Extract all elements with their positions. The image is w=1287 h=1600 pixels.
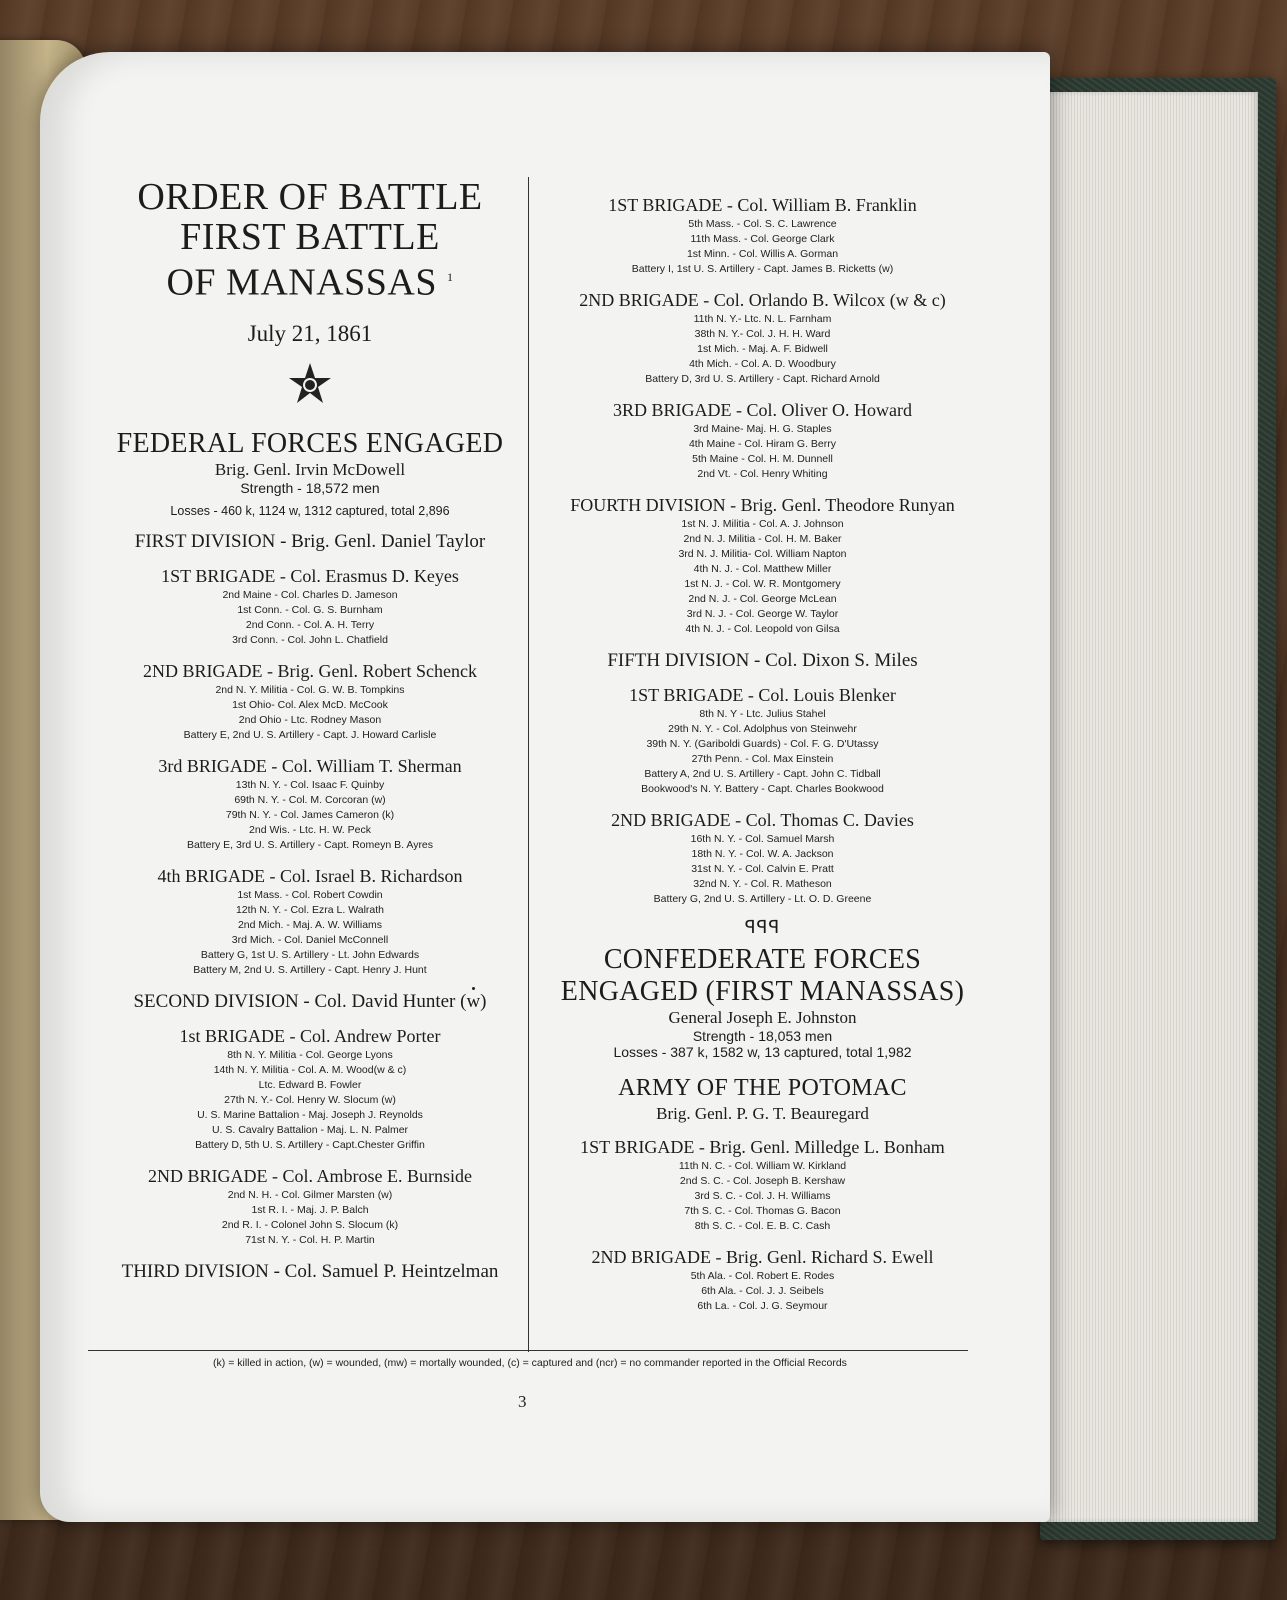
unit-entry: 79th N. Y. - Col. James Cameron (k) <box>225 808 395 821</box>
brigade-block <box>90 756 530 853</box>
brigade-heading: 2ND BRIGADE - Brig. Genl. Robert Schenck <box>143 660 477 681</box>
unit-entry: 27th Penn. - Col. Max Einstein <box>691 753 834 765</box>
division-heading: FIRST DIVISION - Brig. Genl. Daniel Taylor <box>134 530 486 552</box>
unit-entry: Battery D, 5th U. S. Artillery - Capt.Chester Griffin <box>195 1138 425 1151</box>
division-block <box>90 991 530 1013</box>
division-heading: FIFTH DIVISION - Col. Dixon S. Miles <box>607 650 918 671</box>
unit-entry: 1st N. J. - Col. W. R. Montgomery <box>684 578 841 590</box>
footnote-rule <box>88 1350 968 1351</box>
unit-list <box>90 1188 530 1248</box>
brigade-heading: 1ST BRIGADE - Col. Erasmus D. Keyes <box>161 565 459 586</box>
unit-entry: 2nd N. J. - Col. George McLean <box>688 593 837 605</box>
brigade-heading: 1ST BRIGADE - Brig. Genl. Milledge L. Bonham <box>580 1137 945 1157</box>
unit-entry: 2nd N. H. - Col. Gilmer Marsten (w) <box>227 1188 393 1201</box>
unit-entry: Battery G, 2nd U. S. Artillery - Lt. O. D. Greene <box>653 893 872 905</box>
unit-entry: 29th N. Y. - Col. Adolphus von Steinwehr <box>668 723 857 735</box>
brigade-heading: 1ST BRIGADE - Col. Louis Blenker <box>629 685 896 705</box>
unit-entry: 2nd R. I. - Colonel John S. Slocum (k) <box>221 1218 399 1231</box>
ornament: ꟼꟼꟼ <box>744 917 781 937</box>
unit-entry: 2nd S. C. - Col. Joseph B. Kershaw <box>679 1175 846 1187</box>
federal-strength: Strength - 18,572 men <box>240 479 380 496</box>
unit-entry: 8th S. C. - Col. E. B. C. Cash <box>694 1220 831 1232</box>
star-emblem-icon <box>288 361 332 405</box>
unit-list <box>540 422 985 482</box>
federal-losses: Losses - 460 k, 1124 w, 1312 captured, total 2,896 <box>170 503 450 518</box>
unit-entry: Battery I, 1st U. S. Artillery - Capt. James B. Ricketts (w) <box>631 263 894 275</box>
unit-entry: 3rd N. J. - Col. George W. Taylor <box>686 608 839 620</box>
unit-list <box>540 707 985 797</box>
division-block <box>540 650 985 672</box>
unit-entry: U. S. Marine Battalion - Maj. Joseph J. Reynolds <box>197 1108 423 1121</box>
unit-entry: 3rd Conn. - Col. John L. Chatfield <box>232 633 388 646</box>
unit-entry: 4th N. J. - Col. Matthew Miller <box>693 563 832 575</box>
brigade-heading: 2ND BRIGADE - Brig. Genl. Richard S. Ewell <box>591 1247 934 1267</box>
brigade-block <box>90 1166 530 1248</box>
confederate-heading-1: CONFEDERATE FORCES <box>603 944 922 975</box>
unit-entry: 71st N. Y. - Col. H. P. Martin <box>245 1233 375 1246</box>
unit-entry: 8th N. Y. Militia - Col. George Lyons <box>227 1048 393 1061</box>
unit-entry: 4th Mich. - Col. A. D. Woodbury <box>689 358 836 370</box>
unit-entry: Battery G, 1st U. S. Artillery - Lt. John Edwards <box>200 948 420 961</box>
title-line-1: ORDER OF BATTLE <box>137 176 483 218</box>
division-heading: SECOND DIVISION - Col. David Hunter (w) <box>133 990 487 1012</box>
unit-entry: 1st Conn. - Col. G. S. Burnham <box>237 603 383 616</box>
brigade-heading: 2ND BRIGADE - Col. Thomas C. Davies <box>611 810 914 830</box>
division-heading: FOURTH DIVISION - Brig. Genl. Theodore Runyan <box>570 495 955 515</box>
unit-list <box>90 683 530 743</box>
unit-entry: Battery A, 2nd U. S. Artillery - Capt. John C. Tidball <box>644 768 881 780</box>
brigade-block <box>540 290 985 387</box>
unit-list <box>90 888 530 978</box>
brigade-block <box>540 685 985 797</box>
unit-entry: Battery E, 2nd U. S. Artillery - Capt. J. Howard Carlisle <box>183 728 437 741</box>
title-line-2: FIRST BATTLE <box>180 216 440 258</box>
unit-list <box>540 1159 985 1234</box>
unit-entry: 6th La. - Col. J. G. Seymour <box>697 1300 828 1312</box>
unit-entry: Bookwood's N. Y. Battery - Capt. Charles Bookwood <box>641 783 884 795</box>
unit-list <box>540 312 985 387</box>
brigade-heading: 3rd BRIGADE - Col. William T. Sherman <box>158 755 462 776</box>
unit-entry: 13th N. Y. - Col. Isaac F. Quinby <box>235 778 385 791</box>
brigade-block <box>540 810 985 907</box>
brigade-heading: 1ST BRIGADE - Col. William B. Franklin <box>608 195 917 215</box>
unit-entry: 18th N. Y. - Col. W. A. Jackson <box>691 848 834 860</box>
page-edges <box>1030 92 1258 1522</box>
army-heading: ARMY OF THE POTOMAC <box>618 1075 907 1101</box>
unit-entry: 3rd N. J. Militia- Col. William Napton <box>678 548 847 560</box>
division-block <box>90 1261 530 1283</box>
right-federal-list <box>540 195 985 907</box>
brigade-heading: 3RD BRIGADE - Col. Oliver O. Howard <box>613 400 912 420</box>
left-order-list <box>90 531 530 1283</box>
unit-entry: 1st N. J. Militia - Col. A. J. Johnson <box>681 518 844 530</box>
battle-date: July 21, 1861 <box>247 320 373 346</box>
brigade-heading: 4th BRIGADE - Col. Israel B. Richardson <box>157 865 463 886</box>
unit-entry: 11th N. Y.- Ltc. N. L. Farnham <box>693 313 832 325</box>
confederate-heading-2: ENGAGED (FIRST MANASSAS) <box>560 976 965 1007</box>
unit-entry: 4th Maine - Col. Hiram G. Berry <box>688 438 837 450</box>
brigade-heading: 2ND BRIGADE - Col. Orlando B. Wilcox (w & c) <box>579 290 946 310</box>
right-confederate-list <box>540 1137 985 1314</box>
brigade-block <box>90 1026 530 1153</box>
unit-entry: 2nd Vt. - Col. Henry Whiting <box>697 468 828 480</box>
unit-entry: 1st Mass. - Col. Robert Cowdin <box>237 888 383 901</box>
unit-entry: 69th N. Y. - Col. M. Corcoran (w) <box>234 793 386 806</box>
division-block <box>540 495 985 637</box>
unit-entry: 2nd Wis. - Ltc. H. W. Peck <box>249 823 371 836</box>
unit-entry: 4th N. J. - Col. Leopold von Gilsa <box>685 623 840 635</box>
unit-entry: 1st Mich. - Maj. A. F. Bidwell <box>697 343 828 355</box>
unit-entry: 3rd Mich. - Col. Daniel McConnell <box>231 933 389 946</box>
federal-heading: FEDERAL FORCES ENGAGED <box>116 427 504 459</box>
unit-entry: 1st R. I. - Maj. J. P. Balch <box>251 1203 369 1216</box>
unit-entry: 5th Mass. - Col. S. C. Lawrence <box>688 218 837 230</box>
unit-entry: 27th N. Y.- Col. Henry W. Slocum (w) <box>224 1093 396 1106</box>
unit-entry: 12th N. Y. - Col. Ezra L. Walrath <box>235 903 385 916</box>
unit-entry: 7th S. C. - Col. Thomas G. Bacon <box>684 1205 841 1217</box>
unit-list <box>540 1269 985 1314</box>
unit-entry: 2nd Ohio - Ltc. Rodney Mason <box>238 713 382 726</box>
right-column <box>540 182 985 1314</box>
unit-entry: U. S. Cavalry Battalion - Maj. L. N. Palmer <box>211 1123 409 1136</box>
division-block <box>90 531 530 553</box>
brigade-block <box>90 566 530 648</box>
unit-entry: Battery D, 3rd U. S. Artillery - Capt. Richard Arnold <box>645 373 880 385</box>
unit-entry: 5th Maine - Col. H. M. Dunnell <box>692 453 833 465</box>
unit-entry: 2nd N. Y. Militia - Col. G. W. B. Tompkins <box>215 683 405 696</box>
unit-entry: 2nd Mich. - Maj. A. W. Williams <box>237 918 383 931</box>
unit-entry: 3rd Maine- Maj. H. G. Staples <box>693 423 832 435</box>
unit-entry: 2nd Maine - Col. Charles D. Jameson <box>222 588 398 601</box>
unit-entry: 11th N. C. - Col. William W. Kirkland <box>678 1160 847 1172</box>
confederate-commander: General Joseph E. Johnston <box>668 1008 857 1027</box>
unit-entry: 11th Mass. - Col. George Clark <box>690 233 835 245</box>
unit-entry: 8th N. Y - Ltc. Julius Stahel <box>699 708 826 720</box>
confederate-losses: Losses - 387 k, 1582 w, 13 captured, total 1,982 <box>613 1044 912 1060</box>
ink-dot <box>472 987 475 990</box>
brigade-heading: 1st BRIGADE - Col. Andrew Porter <box>179 1025 441 1046</box>
brigade-block <box>90 661 530 743</box>
confederate-strength: Strength - 18,053 men <box>692 1028 833 1044</box>
title-line-3: OF MANASSAS $^1$ <box>166 261 454 304</box>
book-page <box>40 52 1050 1522</box>
footnote: (k) = killed in action, (w) = wounded, (mw) = mortally wounded, (c) = captured and (ncr) = no commander reported in the Official Records <box>213 1357 847 1369</box>
unit-list <box>540 217 985 277</box>
unit-entry: Battery E, 3rd U. S. Artillery - Capt. Romeyn B. Ayres <box>186 838 434 851</box>
brigade-block <box>90 866 530 978</box>
division-heading: THIRD DIVISION - Col. Samuel P. Heintzelman <box>121 1260 499 1282</box>
unit-entry: 5th Ala. - Col. Robert E. Rodes <box>690 1270 835 1282</box>
unit-entry: Ltc. Edward B. Fowler <box>258 1078 362 1091</box>
unit-entry: 2nd N. J. Militia - Col. H. M. Baker <box>683 533 842 545</box>
unit-list <box>90 1048 530 1153</box>
unit-entry: 1st Ohio- Col. Alex McD. McCook <box>232 698 388 711</box>
army-commander: Brig. Genl. P. G. T. Beauregard <box>656 1104 869 1123</box>
unit-entry: 1st Minn. - Col. Willis A. Gorman <box>686 248 839 260</box>
unit-list <box>90 778 530 853</box>
unit-entry: 16th N. Y. - Col. Samuel Marsh <box>690 833 835 845</box>
unit-entry: 3rd S. C. - Col. J. H. Williams <box>694 1190 831 1202</box>
unit-entry: 31st N. Y. - Col. Calvin E. Pratt <box>691 863 834 875</box>
brigade-block <box>540 400 985 482</box>
unit-entry: 39th N. Y. (Gariboldi Guards) - Col. F. G. D'Utassy <box>646 738 879 750</box>
unit-list <box>540 517 985 637</box>
unit-list <box>540 832 985 907</box>
left-column <box>90 177 530 1283</box>
unit-list <box>90 588 530 648</box>
unit-entry: 6th Ala. - Col. J. J. Seibels <box>701 1285 824 1297</box>
brigade-block <box>540 1247 985 1314</box>
brigade-block <box>540 1137 985 1234</box>
unit-entry: 32nd N. Y. - Col. R. Matheson <box>693 878 832 890</box>
unit-entry: 14th N. Y. Militia - Col. A. M. Wood(w & c) <box>213 1063 407 1076</box>
page-number: 3 <box>518 1392 527 1411</box>
brigade-heading: 2ND BRIGADE - Col. Ambrose E. Burnside <box>148 1165 472 1186</box>
unit-entry: 2nd Conn. - Col. A. H. Terry <box>245 618 375 631</box>
column-divider <box>528 177 529 1352</box>
brigade-block <box>540 195 985 277</box>
federal-commander: Brig. Genl. Irvin McDowell <box>214 459 406 479</box>
unit-entry: Battery M, 2nd U. S. Artillery - Capt. Henry J. Hunt <box>193 963 427 976</box>
unit-entry: 38th N. Y.- Col. J. H. H. Ward <box>694 328 831 340</box>
